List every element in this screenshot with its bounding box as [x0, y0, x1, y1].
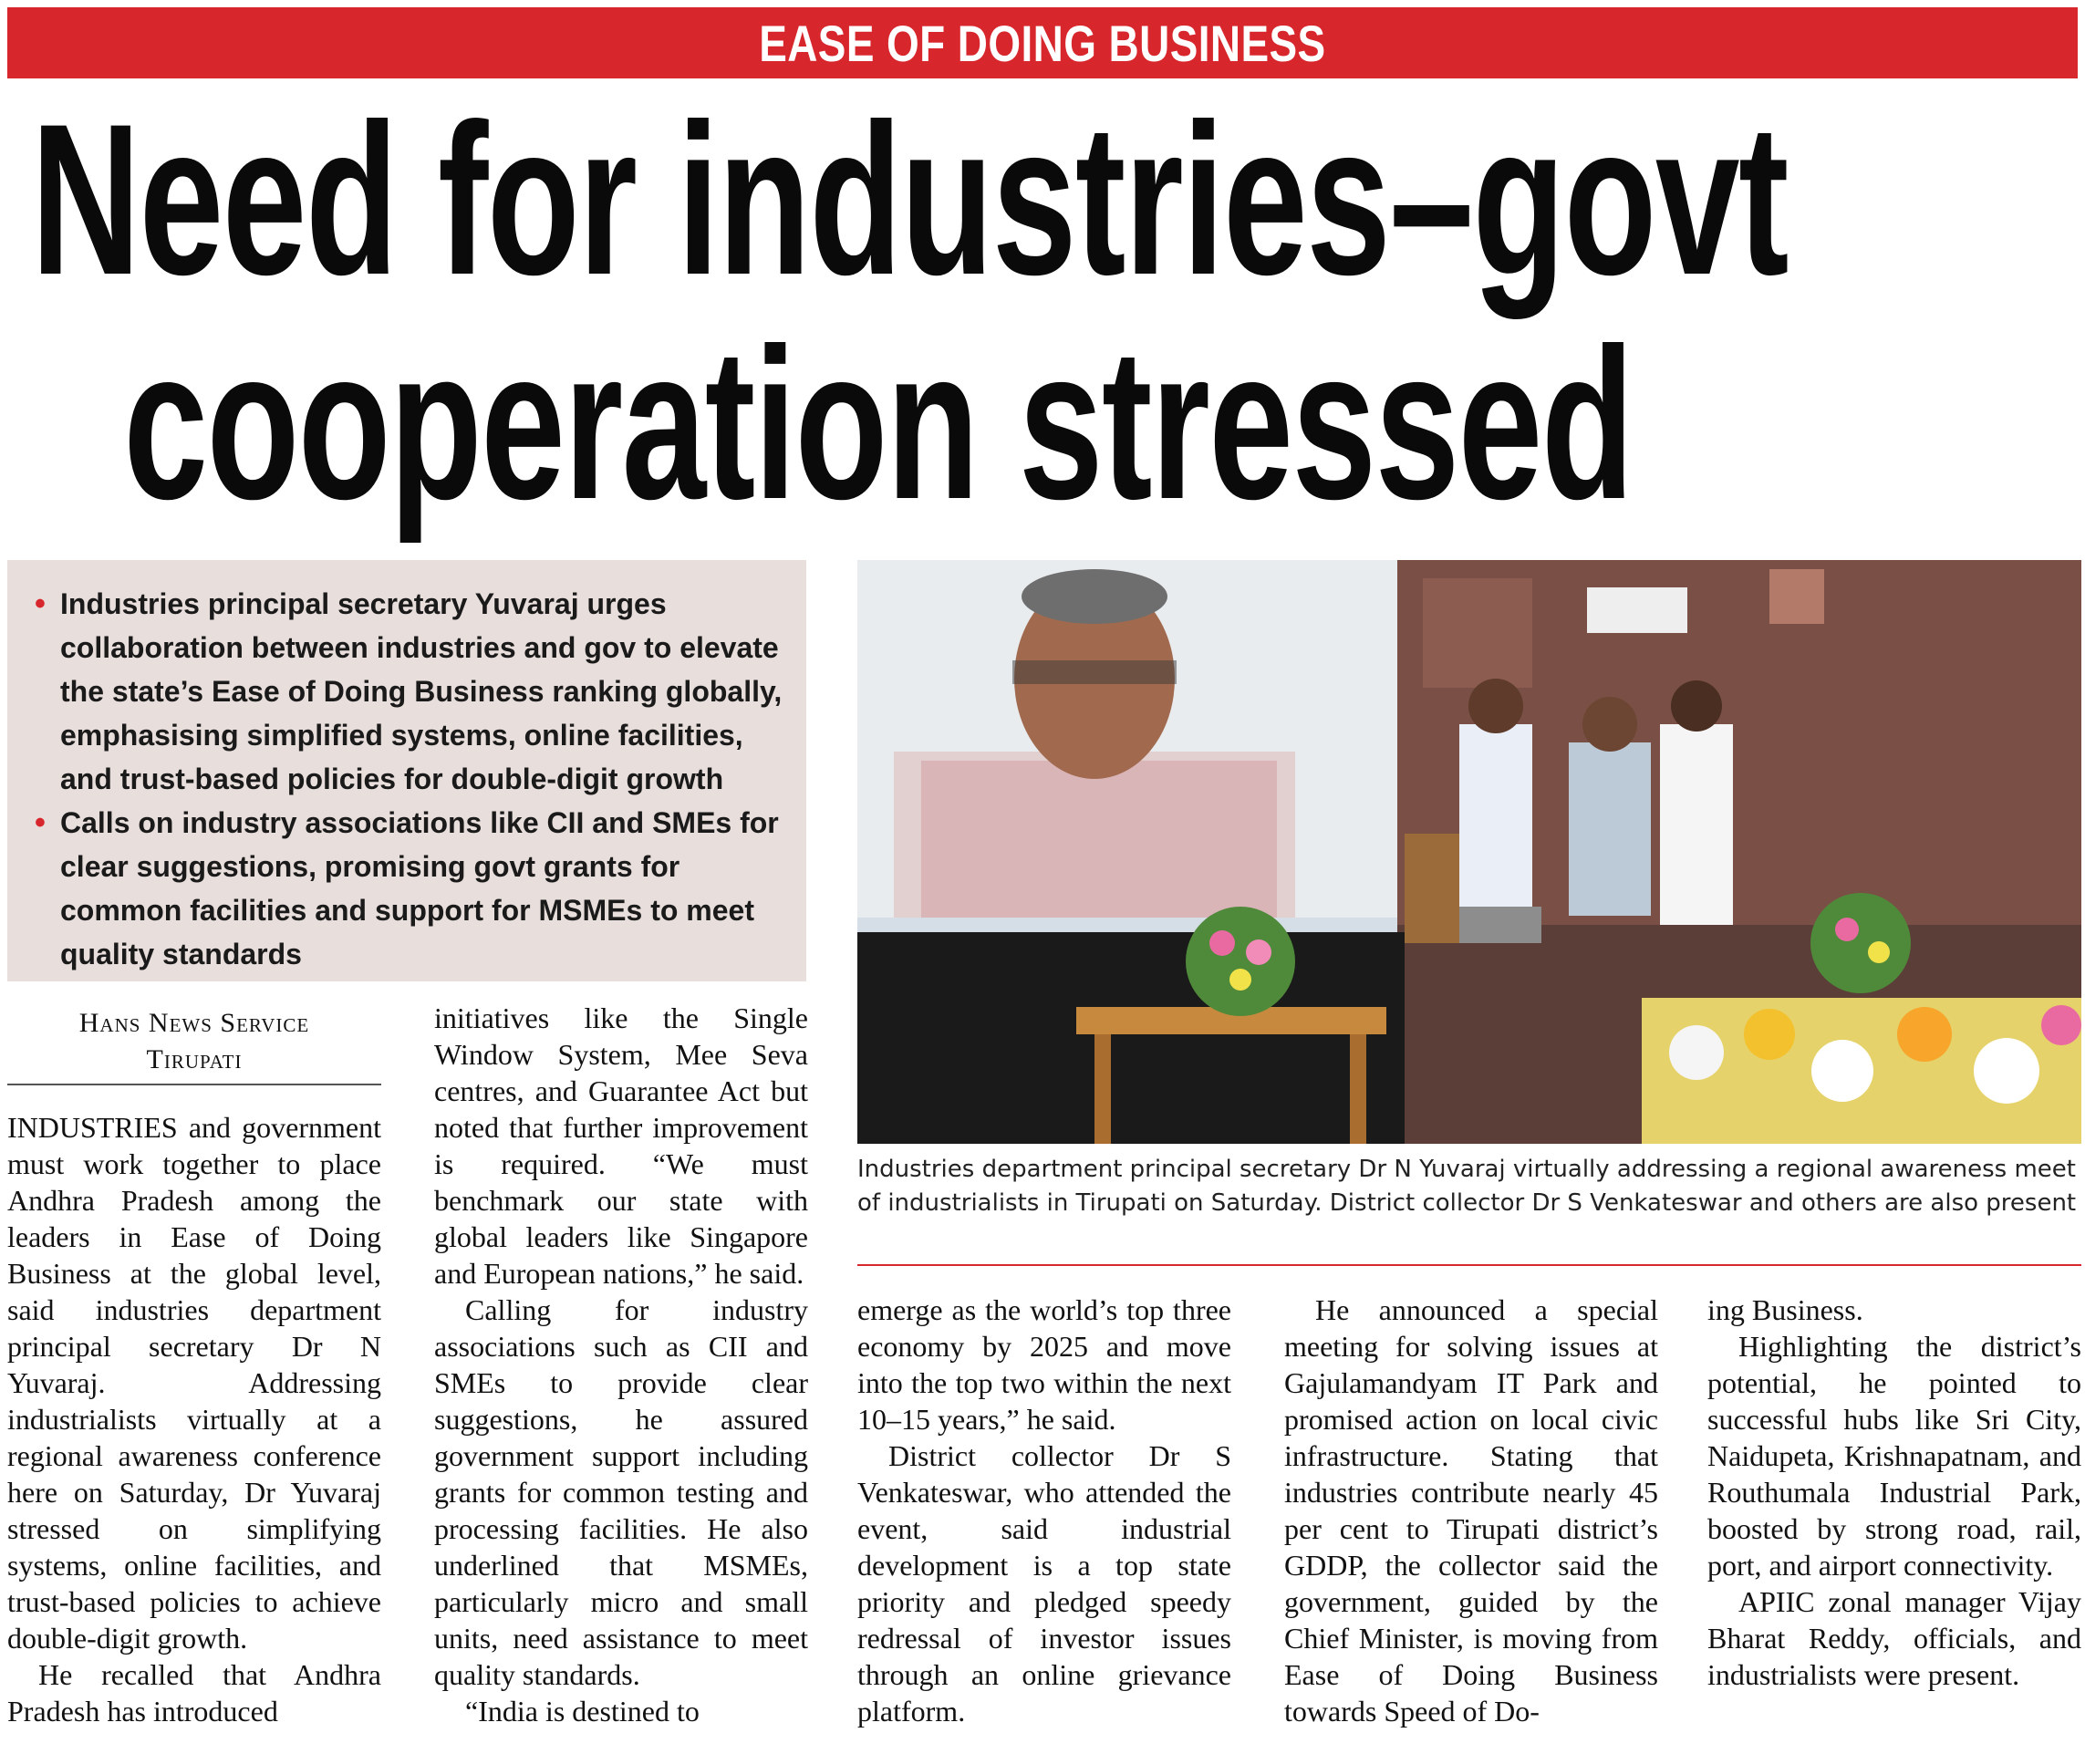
- byline-divider: [7, 1084, 381, 1085]
- bullet-icon: •: [35, 586, 46, 621]
- article-paragraph: He recalled that Andhra Pradesh has introduced: [7, 1658, 381, 1728]
- event-photo-illustration: [857, 560, 2081, 1144]
- summary-box: [7, 560, 806, 981]
- summary-point: • Industries principal secretary Yuvaraj urges collaboration between industries and gov to elevate the state’s Ease of Doing Business ranking globally, emphasising simplified systems, online facilities, and trust-based policies for double-digit growth: [35, 582, 788, 801]
- article-paragraph: He announced a special meeting for solving issues at Gajulamandyam IT Park and promised action on local civic infrastructure. Stating that industries contribute nearly 45 per cent to Tirupati district’s GDDP, the collector said the government, guided by the Chief Minister, is moving from Ease of Doing Business towards Speed of Do-: [1284, 1293, 1658, 1728]
- headline-line-2: cooperation stressed: [123, 304, 1634, 545]
- headline: [9, 79, 2076, 545]
- photo-caption: Industries department principal secretary Dr N Yuvaraj virtually addressing a regional awareness meet of industrialists in Tirupati on Saturday. District collector Dr S Venkateswar and others are also present: [857, 1156, 2077, 1217]
- article-column-4: [1284, 1292, 1658, 1729]
- article-column-5: [1707, 1292, 2081, 1693]
- section-banner: [7, 7, 2078, 78]
- caption-divider: [857, 1264, 2081, 1266]
- article-column-3: [857, 1292, 1231, 1729]
- bullet-icon: •: [35, 805, 46, 840]
- section-label: EASE OF DOING BUSINESS: [759, 14, 1326, 72]
- summary-point: • Calls on industry associations like CII and SMEs for clear suggestions, promising govt grants for common facilities and support for MSMEs to meet quality standards: [35, 801, 788, 976]
- article-column-2: [434, 1000, 808, 1729]
- byline-place: Tirupati: [146, 1044, 243, 1074]
- headline-line-1: Need for industries–govt: [30, 79, 1789, 320]
- article-paragraph: INDUSTRIES and government must work together to place Andhra Pradesh among the leaders in Ease of Doing Business at the global level, said industries department principal secretary Dr N Yuvaraj. Addressing industrialists virtually at a regional awareness conference here on Saturday, Dr Yuvaraj stressed on simplifying systems, online facilities, and trust-based policies to achieve double-digit growth.: [7, 1111, 381, 1655]
- byline: [7, 1005, 381, 1078]
- article-paragraph: District collector Dr S Venkateswar, who attended the event, said industrial development is a top state priority and pledged speedy redressal of investor issues through an online grievance platform.: [857, 1439, 1231, 1728]
- article-column-1: [7, 1109, 381, 1729]
- article-paragraph: ing Business.: [1707, 1293, 1863, 1326]
- news-photo: [857, 560, 2081, 1144]
- article-paragraph: “India is destined to: [465, 1695, 700, 1728]
- article-paragraph: emerge as the world’s top three economy by 2025 and move into the top two within the next 10–15 years,” he said.: [857, 1293, 1231, 1436]
- article-paragraph: initiatives like the Single Window System, Mee Seva centres, and Guarantee Act but noted that further improvement is required. “We must benchmark our state with global leaders like Singapore and European nations,” he said.: [434, 1001, 808, 1290]
- article-paragraph: Calling for industry associations such as CII and SMEs to provide clear suggestions, he assured government support including grants for common testing and processing facilities. He also underlined that MSMEs, particularly micro and small units, need assistance to meet quality standards.: [434, 1293, 808, 1691]
- article-paragraph: APIIC zonal manager Vijay Bharat Reddy, officials, and industrialists were present.: [1707, 1585, 2081, 1691]
- article-paragraph: Highlighting the district’s potential, he pointed to successful hubs like Sri City, Naidupeta, Krishnapatnam, and Routhumala Industrial Park, boosted by strong road, rail, port, and airport connectivity.: [1707, 1330, 2081, 1582]
- byline-agency: Hans News Service: [78, 1008, 310, 1038]
